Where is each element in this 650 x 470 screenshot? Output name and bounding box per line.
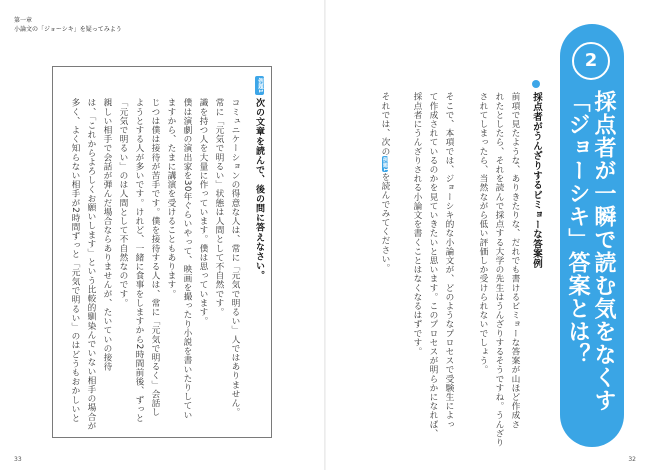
passage-line: 親しい相手で会話が弾んだ場合ならありませんが、たいていの接待 xyxy=(102,98,112,371)
page-number-right: 32 xyxy=(628,456,636,463)
paragraph-line: されてしまったら、当然ながら低い評価しか受けられないでしょう。 xyxy=(478,92,488,375)
passage-line: 僕は演劇の演出家を30年ぐらいやって、映画を撮ったり小説を書いたりしてい xyxy=(182,98,192,420)
paragraph-text: を読んでみてください。 xyxy=(380,172,390,273)
page-number-left: 33 xyxy=(14,456,22,463)
passage-line: 多く、よく知らない相手が2時間ずっと「元気で明るい」のはどうもおかしいと xyxy=(70,98,80,423)
passage-line: は、「これからよろしくお願いします」という比較的馴染んでいない相手の場合が xyxy=(86,98,96,431)
example-prompt: 次の文章を読んで、後の問に答えなさい。 xyxy=(254,98,264,281)
passage-line: じつは僕は接待が苦手です。僕を接待する人は、常に「元気で明るく」会話し xyxy=(150,98,160,417)
subheading: 採点者がうんざりするビミョーな答案例 xyxy=(531,92,542,269)
passage-line: コミュニケーションの得意な人は、常に「元気で明るい」人ではありません。 xyxy=(230,98,240,417)
chapter-label: 第一章 xyxy=(14,17,33,24)
section-number-badge: 2 xyxy=(572,42,610,80)
passage-line: 「元気で明るい」のは人間として不自然なのです。 xyxy=(118,98,128,308)
paragraph-line: 採点者にうんざりされる小論文を書くことはなくなるはずです。 xyxy=(412,92,422,356)
passage-line: 識を持つ人を大量に作っています。僕は思っています。 xyxy=(198,98,208,326)
passage-line: 常に「元気で明るい」状態は人間として不自然です。 xyxy=(214,98,224,317)
paragraph-line: て作成されているのかを見ていきたいと思います。このプロセスが明らかになれば、 xyxy=(428,92,438,438)
paragraph-text: それでは、次の xyxy=(380,92,390,156)
paragraph-line: そこで、本項では、ジョーシキ的な小論文が、どのようなプロセスで受験生によっ xyxy=(444,92,454,429)
section-title-line-1: 採点者が一瞬で読む気をなくす xyxy=(591,90,616,412)
subheading-bullet-icon xyxy=(532,80,540,88)
left-page xyxy=(0,0,324,470)
paragraph-line: 前項で見たような、ありきたりな、だれでも書けるビミョーな答案が山ほど作成さ xyxy=(510,92,520,429)
chapter-subtitle: 小論文の「ジョーシキ」を疑ってみよう xyxy=(14,26,122,33)
paragraph-line xyxy=(380,92,390,273)
example-badge: 例題1 xyxy=(257,78,263,93)
passage-line: ますから、たまに講演を受けることもあります。 xyxy=(166,98,176,299)
passage-line: ようとする人が多いです。けれど、一緒に食事をしますから2時間前後、ずっと xyxy=(134,98,144,423)
example-reference-badge: 例題1 xyxy=(382,156,388,172)
section-title-line-2: 「ジョーシキ」答案とは？ xyxy=(565,90,590,366)
paragraph-line: れたとしたら、それを読んで採点する大学の先生はうんざりするそうですね。うんざり xyxy=(494,92,504,447)
